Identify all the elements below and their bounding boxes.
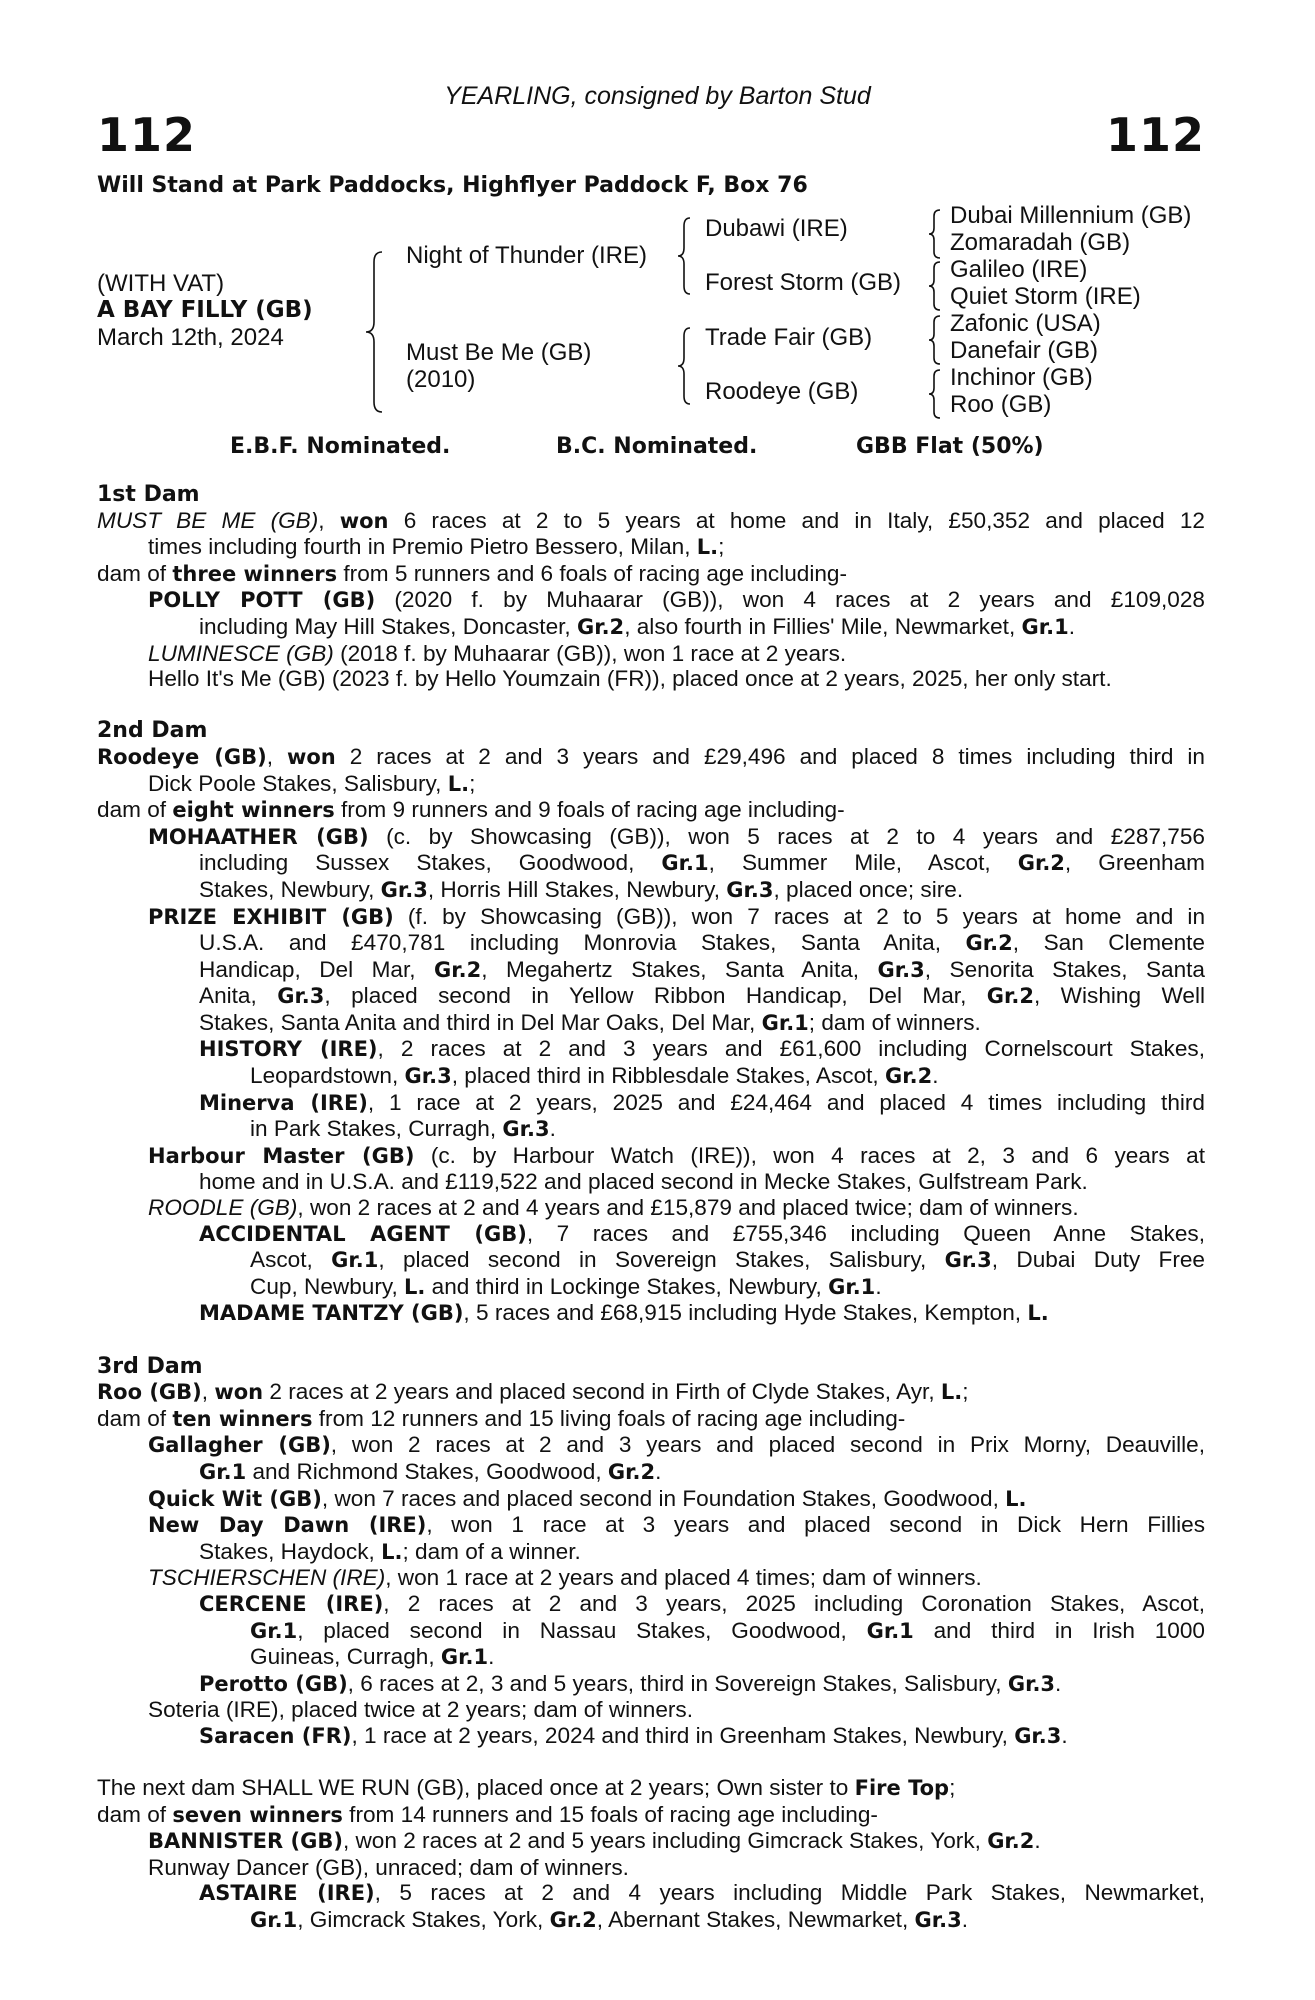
line-text: Stakes, Newbury, bbox=[199, 876, 381, 902]
catalogue-line bbox=[97, 850, 1205, 877]
bold-text: Gr.1 bbox=[250, 1618, 298, 1643]
line-text: , Abernant Stakes, Newmarket, bbox=[596, 1907, 915, 1933]
line-text: from 5 runners and 6 foals of racing age including- bbox=[337, 560, 848, 586]
line-text: (c. by Harbour Watch (IRE)), won 4 races at 2, 3 and 6 years at bbox=[414, 1142, 1205, 1168]
line-text: Stakes, Haydock, bbox=[199, 1538, 382, 1564]
bold-text: Gr.1 bbox=[331, 1248, 379, 1273]
line-text: Cup, Newbury, bbox=[250, 1273, 405, 1299]
section-heading bbox=[97, 717, 1205, 744]
catalogue-line bbox=[97, 1169, 1205, 1195]
line-text: ; bbox=[949, 1775, 956, 1801]
line-text: ; dam of winners. bbox=[808, 1009, 981, 1035]
bold-text: Gr.1 bbox=[440, 1645, 489, 1670]
bold-text: Gr.2 bbox=[1017, 851, 1065, 876]
line-text: . bbox=[655, 1458, 662, 1484]
bold-text: Gr.3 bbox=[877, 957, 925, 982]
line-text: dam of bbox=[97, 797, 173, 823]
heading-text: 1st Dam bbox=[97, 482, 200, 507]
line-text: Guineas, Curragh, bbox=[250, 1644, 441, 1670]
bold-text: L. bbox=[447, 771, 470, 796]
catalogue-line bbox=[97, 1432, 1205, 1459]
line-text: , also fourth in Fillies' Mile, Newmarket, bbox=[624, 613, 1022, 639]
line-text: dam of bbox=[97, 560, 173, 586]
catalogue-line bbox=[97, 1723, 1205, 1750]
line-text: Anita, bbox=[199, 983, 278, 1009]
catalogue-line bbox=[97, 1880, 1205, 1907]
catalogue-line bbox=[97, 1486, 1205, 1513]
bold-text: Gr.1 bbox=[661, 851, 709, 876]
catalogue-line bbox=[97, 1274, 1205, 1301]
bold-text: Gr.2 bbox=[576, 614, 625, 639]
catalogue-body bbox=[97, 481, 1205, 1934]
line-text: , 6 races at 2, 3 and 5 years, third in Sovereign Stakes, Salisbury, bbox=[347, 1670, 1008, 1696]
line-text: , Summer Mile, Ascot, bbox=[708, 850, 1018, 876]
section-heading bbox=[97, 1353, 1205, 1380]
bold-text: Gr.3 bbox=[380, 877, 428, 902]
ggp-dsd: Danefair (GB) bbox=[950, 337, 1099, 364]
bold-text: Gr.1 bbox=[1021, 614, 1069, 639]
dam-sire: Trade Fair (GB) bbox=[705, 324, 873, 351]
ggp-sds: Galileo (IRE) bbox=[950, 256, 1088, 283]
gbb-nomination: GBB Flat (50%) bbox=[856, 434, 1044, 459]
horse-name: A BAY FILLY (GB) bbox=[97, 297, 313, 323]
bold-text: won bbox=[286, 744, 336, 769]
line-text: Soteria (IRE), placed twice at 2 years; dam of winners. bbox=[148, 1697, 693, 1723]
line-text: ; bbox=[469, 770, 476, 796]
catalogue-line bbox=[97, 587, 1205, 614]
line-text: 2 races at 2 years and placed second in Firth of Clyde Stakes, Ayr, bbox=[263, 1379, 941, 1405]
bold-text: Gr.2 bbox=[549, 1908, 597, 1933]
bold-text: seven winners bbox=[172, 1802, 343, 1827]
catalogue-line bbox=[97, 1828, 1205, 1855]
line-text: times including fourth in Premio Pietro Bessero, Milan, bbox=[148, 534, 697, 560]
ggp-sss: Dubai Millennium (GB) bbox=[950, 202, 1192, 229]
dam-name: Must Be Me (GB) bbox=[406, 339, 592, 366]
bold-text: Roodeye (GB) bbox=[97, 744, 267, 769]
line-text: U.S.A. and £470,781 including Monrovia Stakes, Santa Anita, bbox=[199, 930, 966, 956]
bold-text: Gr.2 bbox=[607, 1459, 656, 1484]
ggp-sdd: Quiet Storm (IRE) bbox=[950, 283, 1141, 310]
section-heading bbox=[97, 481, 1205, 508]
dam-year: (2010) bbox=[406, 366, 476, 393]
catalogue-line bbox=[97, 1618, 1205, 1645]
bold-text: Gr.2 bbox=[987, 1829, 1035, 1854]
catalogue-line bbox=[97, 983, 1205, 1010]
line-text: , 1 race at 2 years, 2025 and £24,464 and placed 4 times including third bbox=[367, 1089, 1205, 1115]
bold-text: L. bbox=[696, 535, 719, 560]
bold-text: L. bbox=[381, 1539, 403, 1564]
sire-dam: Forest Storm (GB) bbox=[705, 269, 902, 296]
bold-text: won bbox=[339, 508, 389, 533]
catalogue-line bbox=[97, 1406, 1205, 1433]
bold-text: MADAME TANTZY (GB) bbox=[199, 1301, 464, 1326]
line-text: . bbox=[549, 1116, 556, 1142]
heading-text: 2nd Dam bbox=[97, 718, 208, 744]
line-text: , won 1 race at 3 years and placed second in Dick Hern Fillies bbox=[426, 1512, 1205, 1538]
line-text: , won 2 races at 2 and 3 years and placed second in Prix Morny, Deauville, bbox=[330, 1432, 1205, 1458]
bold-text: L. bbox=[1005, 1486, 1027, 1511]
catalogue-line bbox=[97, 534, 1205, 561]
dam-dam: Roodeye (GB) bbox=[705, 378, 859, 405]
line-text: including May Hill Stakes, Doncaster, bbox=[199, 613, 577, 639]
line-text: ; dam of a winner. bbox=[402, 1538, 581, 1564]
bold-text: Gr.2 bbox=[986, 984, 1034, 1009]
line-text: (2018 f. by Muhaarar (GB)), won 1 race at 2 years. bbox=[333, 640, 847, 666]
vat-note: (WITH VAT) bbox=[97, 270, 225, 297]
line-text: , placed once; sire. bbox=[773, 876, 964, 902]
lot-number-right: 112 bbox=[1105, 108, 1205, 162]
line-text: . bbox=[1034, 1828, 1041, 1854]
bold-text: ACCIDENTAL AGENT (GB) bbox=[199, 1221, 527, 1246]
catalogue-line bbox=[97, 1855, 1205, 1881]
bold-text: Gr.3 bbox=[726, 877, 774, 902]
paragraph-gap bbox=[97, 1327, 1205, 1353]
line-text: dam of bbox=[97, 1405, 173, 1431]
line-text: in Park Stakes, Curragh, bbox=[250, 1116, 503, 1142]
ggp-dds: Inchinor (GB) bbox=[950, 364, 1093, 391]
bold-text: eight winners bbox=[172, 798, 335, 823]
bold-text: PRIZE EXHIBIT (GB) bbox=[148, 904, 394, 929]
bold-text: Gr.3 bbox=[502, 1117, 550, 1142]
line-text: (f. by Showcasing (GB)), won 7 races at 2 to 5 years at home and in bbox=[393, 903, 1206, 929]
catalogue-line bbox=[97, 1010, 1205, 1037]
line-text: , Greenham bbox=[1064, 850, 1205, 876]
line-text: , won 7 races and placed second in Foundation Stakes, Goodwood, bbox=[321, 1485, 1006, 1511]
line-text: Dick Poole Stakes, Salisbury, bbox=[148, 770, 448, 796]
bold-text: Gr.1 bbox=[250, 1908, 298, 1933]
line-text: Stakes, Santa Anita and third in Del Mar Oaks, Del Mar, bbox=[199, 1009, 762, 1035]
line-text: . bbox=[875, 1273, 882, 1299]
bold-text: Gr.2 bbox=[965, 931, 1013, 956]
line-text: , 5 races and £68,915 including Hyde Stakes, Kempton, bbox=[463, 1300, 1028, 1326]
line-text: ; bbox=[962, 1379, 969, 1405]
catalogue-line bbox=[97, 641, 1205, 667]
bold-text: won bbox=[214, 1380, 264, 1405]
italic-text: TSCHIERSCHEN (IRE) bbox=[148, 1565, 386, 1591]
stand-location: Will Stand at Park Paddocks, Highflyer Paddock F, Box 76 bbox=[97, 173, 808, 198]
line-text: (2020 f. by Muhaarar (GB)), won 4 races at 2 years and £109,028 bbox=[375, 587, 1205, 613]
line-text: , Horris Hill Stakes, Newbury, bbox=[427, 876, 727, 902]
foaling-date: March 12th, 2024 bbox=[97, 324, 284, 351]
line-text: , placed third in Ribblesdale Stakes, Ascot, bbox=[451, 1063, 885, 1089]
bold-text: L. bbox=[940, 1380, 963, 1405]
catalogue-line bbox=[97, 1591, 1205, 1618]
line-text: , 1 race at 2 years, 2024 and third in Greenham Stakes, Newbury, bbox=[351, 1722, 1015, 1748]
line-text: , placed second in Yellow Ribbon Handicap, Del Mar, bbox=[324, 983, 987, 1009]
bold-text: CERCENE (IRE) bbox=[199, 1591, 384, 1616]
line-text: , won 2 races at 2 and 4 years and £15,879 and placed twice; dam of winners. bbox=[297, 1195, 1079, 1221]
catalogue-line bbox=[97, 1247, 1205, 1274]
line-text: , 2 races at 2 and 3 years, 2025 including Coronation Stakes, Ascot, bbox=[383, 1590, 1205, 1616]
bold-text: MOHAATHER (GB) bbox=[148, 824, 369, 849]
line-text: , bbox=[318, 507, 340, 533]
line-text: and Richmond Stakes, Goodwood, bbox=[246, 1458, 608, 1484]
line-text: , Dubai Duty Free bbox=[991, 1247, 1206, 1273]
line-text: , won 1 race at 2 years and placed 4 times; dam of winners. bbox=[385, 1565, 982, 1591]
catalogue-line bbox=[97, 561, 1205, 588]
line-text: 2 races at 2 and 3 years and £29,496 and placed 8 times including third in bbox=[335, 743, 1205, 769]
line-text: . bbox=[1061, 1722, 1068, 1748]
bold-text: Gr.3 bbox=[1007, 1671, 1056, 1696]
sire-name: Night of Thunder (IRE) bbox=[406, 242, 647, 269]
line-text: . bbox=[1055, 1670, 1062, 1696]
bold-text: Gallagher (GB) bbox=[148, 1433, 331, 1458]
line-text: , 7 races and £755,346 including Queen Anne Stakes, bbox=[526, 1220, 1205, 1246]
bold-text: Roo (GB) bbox=[97, 1380, 202, 1405]
line-text: . bbox=[1068, 613, 1075, 639]
line-text: from 12 runners and 15 living foals of racing age including- bbox=[312, 1405, 906, 1431]
line-text: , Senorita Stakes, Santa bbox=[924, 956, 1205, 982]
heading-text: 3rd Dam bbox=[97, 1353, 203, 1379]
line-text: , San Clemente bbox=[1012, 930, 1205, 956]
line-text: Handicap, Del Mar, bbox=[199, 956, 435, 982]
bold-text: Harbour Master (GB) bbox=[148, 1143, 415, 1168]
bold-text: Saracen (FR) bbox=[199, 1723, 352, 1748]
catalogue-line bbox=[97, 771, 1205, 798]
line-text: , Megahertz Stakes, Santa Anita, bbox=[481, 956, 878, 982]
bold-text: Perotto (GB) bbox=[199, 1671, 348, 1696]
line-text: 6 races at 2 to 5 years at home and in Italy, £50,352 and placed 12 bbox=[388, 507, 1206, 533]
line-text: , won 2 races at 2 and 5 years including Gimcrack Stakes, York, bbox=[342, 1828, 988, 1854]
bold-text: L. bbox=[1027, 1301, 1049, 1326]
paragraph-gap bbox=[97, 1750, 1205, 1776]
line-text: . bbox=[488, 1644, 495, 1670]
catalogue-line bbox=[97, 877, 1205, 904]
lot-number-left: 112 bbox=[97, 108, 197, 162]
line-text: , placed second in Nassau Stakes, Goodwood, bbox=[297, 1617, 867, 1643]
catalogue-line bbox=[97, 666, 1205, 692]
catalogue-line bbox=[97, 930, 1205, 957]
bold-text: Gr.3 bbox=[1014, 1723, 1062, 1748]
catalogue-line bbox=[97, 1644, 1205, 1671]
line-text: , Gimcrack Stakes, York, bbox=[297, 1907, 550, 1933]
line-text: , 2 races at 2 and 3 years and £61,600 including Cornelscourt Stakes, bbox=[377, 1036, 1205, 1062]
catalogue-line bbox=[97, 1379, 1205, 1406]
bold-text: Quick Wit (GB) bbox=[148, 1486, 322, 1511]
line-text: , 5 races at 2 and 4 years including Middle Park Stakes, Newmarket, bbox=[374, 1880, 1205, 1906]
ggp-ddd: Roo (GB) bbox=[950, 391, 1052, 418]
ggp-dss: Zafonic (USA) bbox=[950, 310, 1101, 337]
bold-text: Gr.3 bbox=[404, 1064, 452, 1089]
line-text: dam of bbox=[97, 1801, 173, 1827]
bold-text: Gr.1 bbox=[828, 1274, 876, 1299]
line-text: , bbox=[201, 1379, 215, 1405]
bold-text: BANNISTER (GB) bbox=[148, 1829, 343, 1854]
bold-text: Gr.2 bbox=[885, 1064, 933, 1089]
line-text: from 14 runners and 15 foals of racing age including- bbox=[342, 1801, 878, 1827]
catalogue-line bbox=[97, 1195, 1205, 1221]
line-text: Hello It's Me (GB) (2023 f. by Hello Youmzain (FR)), placed once at 2 years, 2025, her only start. bbox=[148, 666, 1112, 692]
bold-text: ten winners bbox=[172, 1406, 313, 1431]
line-text: . bbox=[961, 1907, 968, 1933]
ebf-nomination: E.B.F. Nominated. bbox=[230, 434, 451, 459]
catalogue-line bbox=[97, 614, 1205, 641]
catalogue-line bbox=[97, 797, 1205, 824]
catalogue-line bbox=[97, 1090, 1205, 1117]
catalogue-line bbox=[97, 904, 1205, 931]
line-text: Ascot, bbox=[250, 1247, 332, 1273]
line-text: home and in U.S.A. and £119,522 and placed second in Mecke Stakes, Gulfstream Park. bbox=[199, 1169, 1088, 1195]
bold-text: Gr.1 bbox=[866, 1618, 914, 1643]
catalogue-line bbox=[97, 1036, 1205, 1063]
sire-sire: Dubawi (IRE) bbox=[705, 215, 848, 242]
line-text: The next dam SHALL WE RUN (GB), placed once at 2 years; Own sister to bbox=[97, 1775, 855, 1801]
line-text: , bbox=[266, 743, 287, 769]
line-text: , Wishing Well bbox=[1033, 983, 1205, 1009]
catalogue-line bbox=[97, 1300, 1205, 1327]
catalogue-line bbox=[97, 1512, 1205, 1539]
catalogue-line bbox=[97, 744, 1205, 771]
ggp-ssd: Zomaradah (GB) bbox=[950, 229, 1131, 256]
italic-text: MUST BE ME (GB) bbox=[97, 507, 319, 533]
bold-text: HISTORY (IRE) bbox=[199, 1037, 378, 1062]
bold-text: Fire Top bbox=[854, 1776, 950, 1801]
line-text: . bbox=[932, 1063, 939, 1089]
line-text: Leopardstown, bbox=[250, 1063, 405, 1089]
bold-text: Gr.3 bbox=[277, 984, 325, 1009]
catalogue-line bbox=[97, 1697, 1205, 1723]
catalogue-line bbox=[97, 1671, 1205, 1698]
bold-text: Gr.3 bbox=[914, 1908, 962, 1933]
line-text: ; bbox=[718, 534, 725, 560]
bold-text: Minerva (IRE) bbox=[199, 1090, 368, 1115]
catalogue-line bbox=[97, 1565, 1205, 1591]
lot-subtitle: YEARLING, consigned by Barton Stud bbox=[444, 82, 871, 110]
bold-text: Gr.1 bbox=[761, 1010, 809, 1035]
bold-text: ASTAIRE (IRE) bbox=[199, 1881, 375, 1906]
line-text: and third in Lockinge Stakes, Newbury, bbox=[425, 1273, 829, 1299]
catalogue-line bbox=[97, 1143, 1205, 1170]
catalogue-line bbox=[97, 957, 1205, 984]
catalogue-line bbox=[97, 1459, 1205, 1486]
catalogue-line bbox=[97, 824, 1205, 851]
line-text: Runway Dancer (GB), unraced; dam of winners. bbox=[148, 1854, 629, 1880]
line-text: and third in Irish 1000 bbox=[913, 1617, 1205, 1643]
catalogue-line bbox=[97, 1539, 1205, 1566]
bold-text: Gr.2 bbox=[434, 957, 482, 982]
bold-text: Gr.3 bbox=[944, 1248, 992, 1273]
catalogue-line bbox=[97, 1221, 1205, 1248]
bc-nomination: B.C. Nominated. bbox=[556, 434, 758, 459]
bold-text: Gr.1 bbox=[199, 1459, 247, 1484]
bold-text: POLLY POTT (GB) bbox=[148, 588, 376, 613]
catalogue-line bbox=[97, 1802, 1205, 1829]
bold-text: L. bbox=[404, 1274, 426, 1299]
line-text: including Sussex Stakes, Goodwood, bbox=[199, 850, 662, 876]
catalogue-line bbox=[97, 1116, 1205, 1143]
catalogue-line bbox=[97, 1063, 1205, 1090]
catalogue-line bbox=[97, 1775, 1205, 1802]
bold-text: three winners bbox=[172, 561, 338, 586]
paragraph-gap bbox=[97, 692, 1205, 718]
line-text: (c. by Showcasing (GB)), won 5 races at 2 to 4 years and £287,756 bbox=[368, 823, 1205, 849]
bold-text: New Day Dawn (IRE) bbox=[148, 1513, 427, 1538]
catalogue-line bbox=[97, 1907, 1205, 1934]
catalogue-line bbox=[97, 508, 1205, 535]
line-text: , placed second in Sovereign Stakes, Salisbury, bbox=[378, 1247, 945, 1273]
line-text: from 9 runners and 9 foals of racing age including- bbox=[334, 797, 845, 823]
italic-text: ROODLE (GB) bbox=[148, 1195, 298, 1221]
italic-text: LUMINESCE (GB) bbox=[148, 640, 334, 666]
